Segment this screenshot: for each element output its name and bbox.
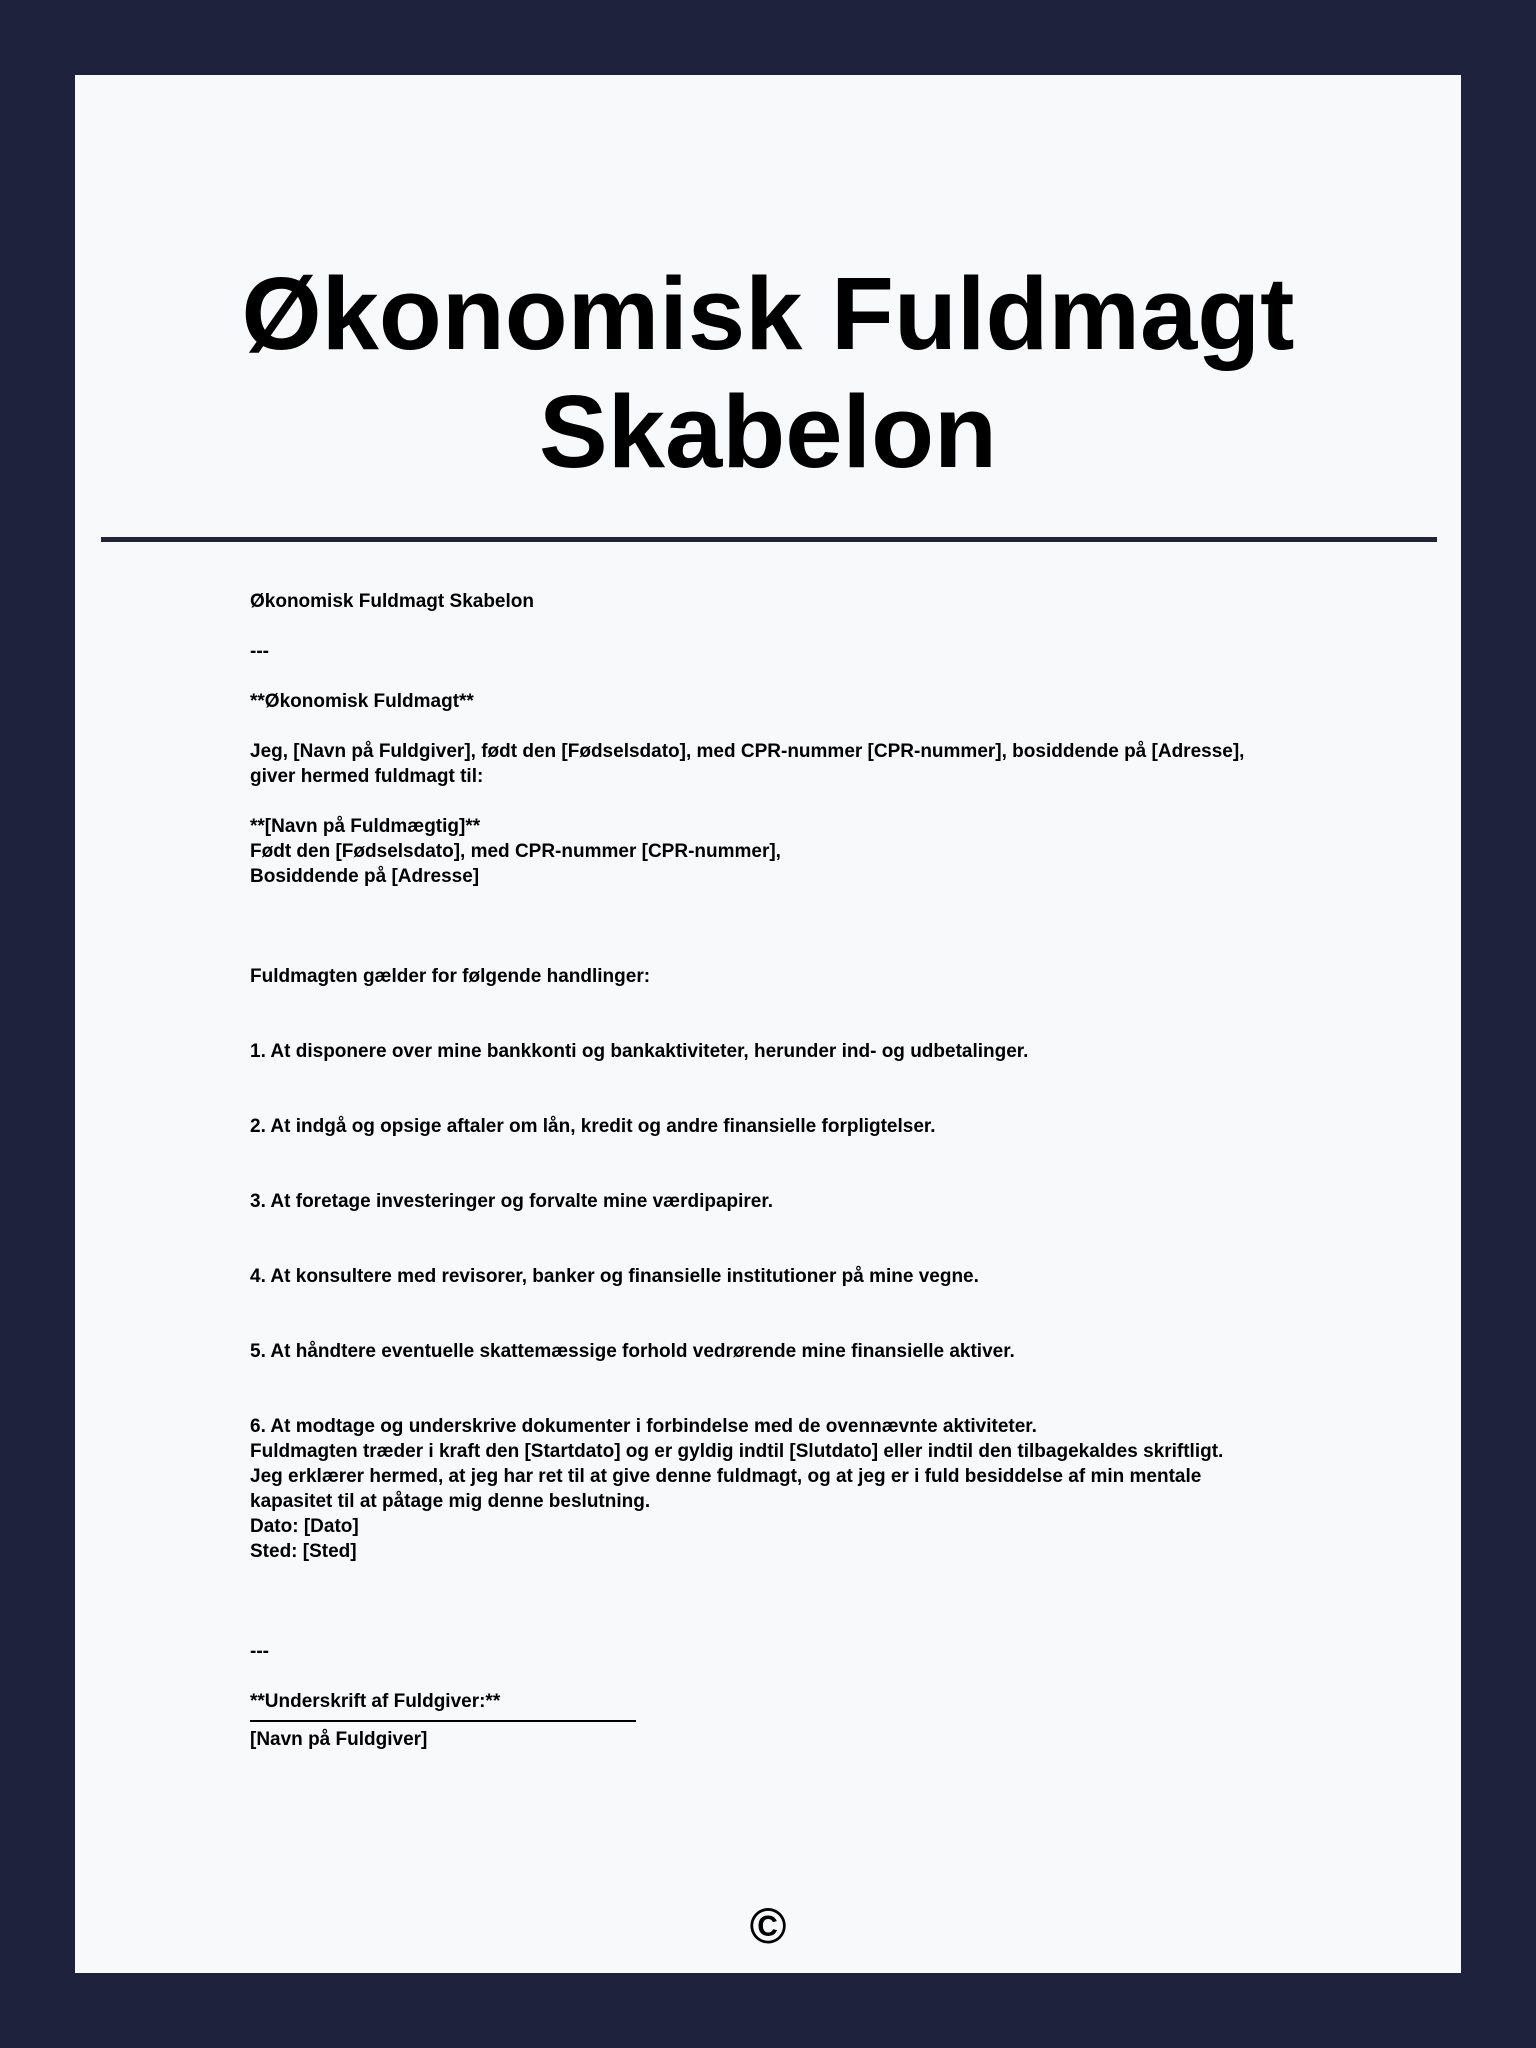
- declaration-paragraph: Jeg erklærer hermed, at jeg har ret til at give denne fuldmagt, og at jeg er i fuld besiddelse af min mentale kapasitet til at påtage mig denne beslutning.: [250, 1466, 1207, 1512]
- attorney-name: **[Navn på Fuldmægtig]**: [250, 816, 481, 837]
- attorney-born: Født den [Fødselsdato], med CPR-nummer [CPR-nummer],: [250, 841, 781, 862]
- attorney-address: Bosiddende på [Adresse]: [250, 866, 480, 887]
- actions-intro: Fuldmagten gælder for følgende handlinger:: [250, 966, 651, 987]
- action-item-3: 3. At foretage investeringer og forvalte mine værdipapirer.: [250, 1191, 774, 1212]
- page-title: Økonomisk Fuldmagt Skabelon: [241, 256, 1295, 489]
- validity-paragraph: Fuldmagten træder i kraft den [Startdato] og er gyldig indtil [Slutdato] eller indtil den tilbagekaldes skriftligt.: [250, 1441, 1224, 1462]
- copyright-icon: ©: [749, 1898, 787, 1954]
- action-item-2: 2. At indgå og opsige aftaler om lån, kredit og andre finansielle forpligtelser.: [250, 1116, 936, 1137]
- signature-line: [250, 1720, 636, 1722]
- document-subheading: **Økonomisk Fuldmagt**: [250, 691, 474, 712]
- action-item-4: 4. At konsultere med revisorer, banker og finansielle institutioner på mine vegne.: [250, 1266, 979, 1287]
- action-item-6: 6. At modtage og underskrive dokumenter i forbindelse med de ovennævnte aktiviteter.: [250, 1416, 1037, 1437]
- separator-top: ---: [250, 641, 269, 662]
- action-item-1: 1. At disponere over mine bankkonti og bankaktiviteter, herunder ind- og udbetalinger.: [250, 1041, 1029, 1062]
- action-item-5: 5. At håndtere eventuelle skattemæssige forhold vedrørende mine finansielle aktiver.: [250, 1341, 1015, 1362]
- separator-bottom: ---: [250, 1641, 269, 1662]
- signature-label: **Underskrift af Fuldgiver:**: [250, 1691, 501, 1712]
- document-page: [75, 75, 1461, 1973]
- signature-name: [Navn på Fuldgiver]: [250, 1729, 428, 1750]
- document-heading: Økonomisk Fuldmagt Skabelon: [250, 591, 534, 612]
- date-line: Dato: [Dato]: [250, 1516, 359, 1537]
- place-line: Sted: [Sted]: [250, 1541, 357, 1562]
- title-divider: [101, 537, 1437, 542]
- intro-paragraph: Jeg, [Navn på Fuldgiver], født den [Fødselsdato], med CPR-nummer [CPR-nummer], bosiddende på [Adresse], giver hermed fuldmagt til:: [250, 741, 1250, 787]
- document-body: [250, 589, 1280, 1752]
